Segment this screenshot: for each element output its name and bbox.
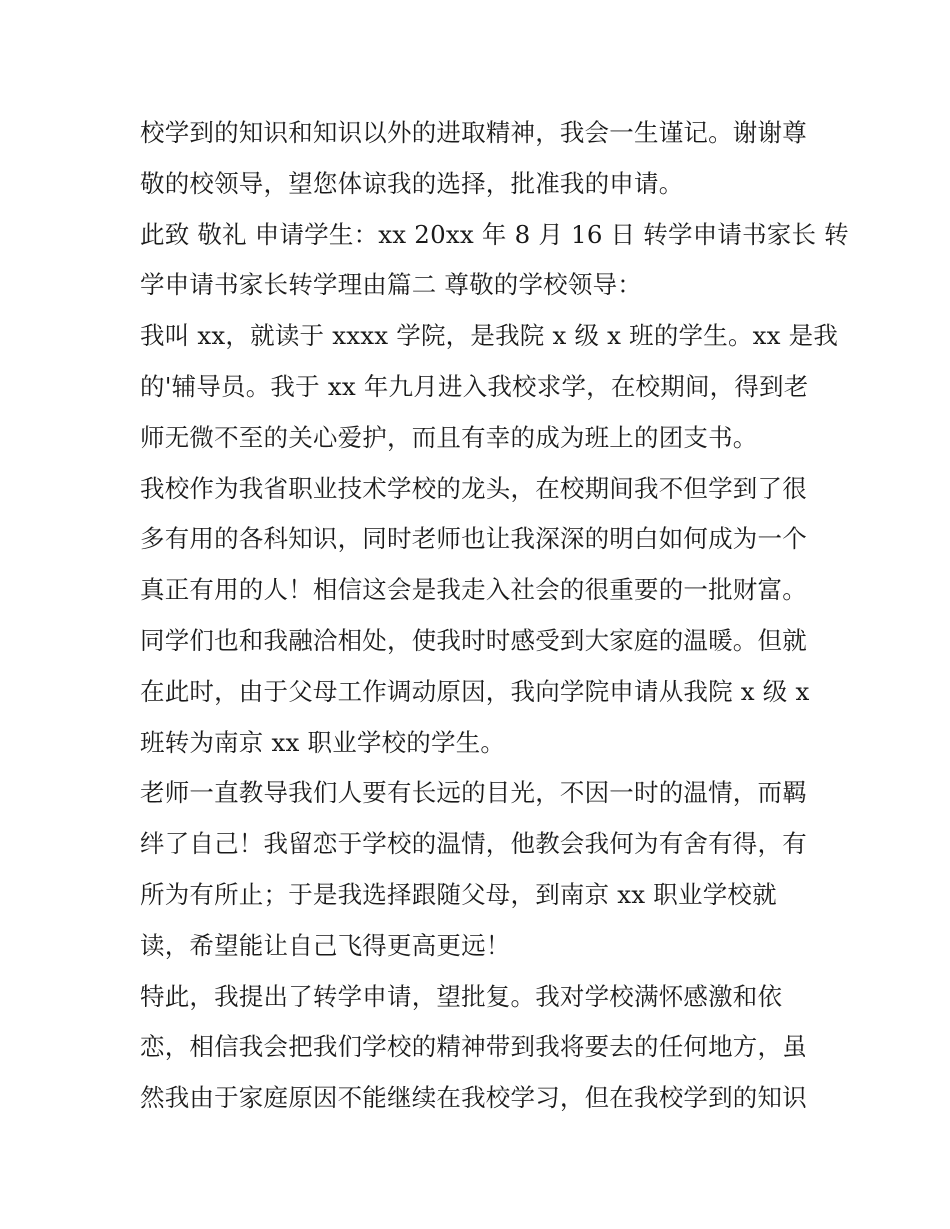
text-line: 此致 敬礼 申请学生：xx 20xx 年 8 月 16 日 转学申请书家长 转 (140, 219, 849, 249)
text-line: 师无微不至的关心爱护，而且有幸的成为班上的团支书。 (140, 422, 758, 452)
text-line: 恋，相信我会把我们学校的精神带到我将要去的任何地方，虽 (140, 1032, 807, 1062)
text-line: 学申请书家长转学理由篇二 尊敬的学校领导： (140, 270, 642, 300)
text-line: 特此，我提出了转学申请，望批复。我对学校满怀感激和依 (140, 981, 783, 1011)
text-line: 绊了自己！我留恋于学校的温情，他教会我何为有舍有得，有 (140, 829, 807, 859)
text-line: 校学到的知识和知识以外的进取精神，我会一生谨记。谢谢尊 (140, 118, 807, 147)
text-line: 同学们也和我融洽相处，使我时时感受到大家庭的温暖。但就 (140, 625, 807, 655)
text-line: 我校作为我省职业技术学校的龙头，在校期间我不但学到了很 (140, 473, 807, 503)
text-line: 敬的校领导，望您体谅我的选择，批准我的申请。 (140, 168, 684, 198)
text-line: 我叫 xx，就读于 xxxx 学院，是我院 x 级 x 班的学生。xx 是我 (140, 321, 839, 351)
text-line: 在此时，由于父母工作调动原因，我向学院申请从我院 x 级 x (140, 676, 810, 706)
text-line: 读，希望能让自己飞得更高更远！ (140, 930, 511, 960)
text-line: 多有用的各科知识，同时老师也让我深深的明白如何成为一个 (140, 524, 807, 554)
text-line: 的'辅导员。我于 xx 年九月进入我校求学，在校期间，得到老 (140, 371, 809, 401)
text-line: 然我由于家庭原因不能继续在我校学习，但在我校学到的知识 (140, 1083, 807, 1113)
document-body (140, 108, 849, 1124)
text-line: 老师一直教导我们人要有长远的目光，不因一时的温情，而羁 (140, 778, 807, 808)
text-line: 真正有用的人！相信这会是我走入社会的很重要的一批财富。 (140, 575, 807, 605)
text-line: 所为有所止；于是我选择跟随父母，到南京 xx 职业学校就 (140, 879, 777, 909)
text-line: 班转为南京 xx 职业学校的学生。 (140, 727, 506, 757)
